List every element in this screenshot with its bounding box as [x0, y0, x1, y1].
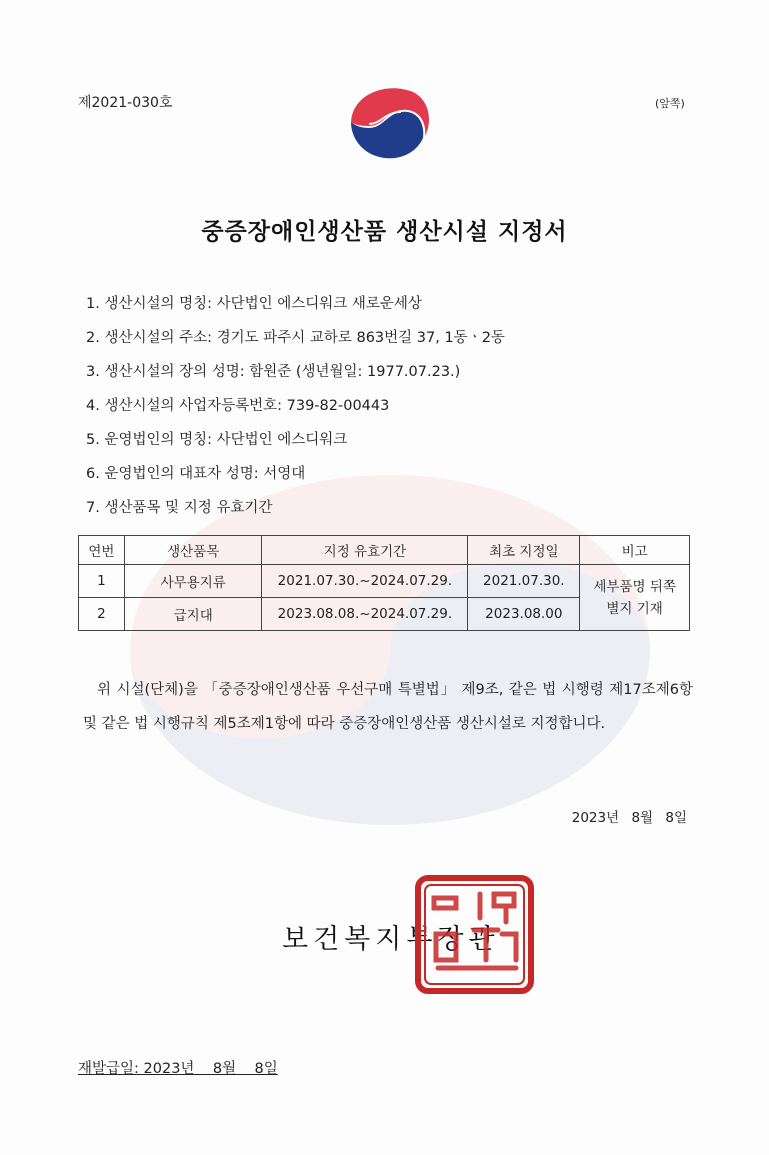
issue-date: 2023년 8월 8일 [571, 810, 687, 826]
row-period: 2021.07.30.~2024.07.29. [262, 565, 468, 598]
header-no: 연번 [79, 536, 125, 565]
taegeuk-watermark-icon [110, 470, 670, 830]
remark-line-2: 별지 기재 [606, 600, 663, 617]
document-title: 중증장애인생산품 생산시설 지정서 [201, 219, 568, 245]
reissue-date: 재발급일: 2023년 8월 8일 [78, 1061, 278, 1077]
business-reg-number: 4. 생산시설의 사업자등록번호: 739-82-00443 [86, 398, 390, 414]
front-side-mark: (앞쪽) [655, 97, 685, 110]
row-first-date: 2023.08.00 [468, 598, 580, 631]
row-product: 급지대 [124, 598, 262, 631]
government-emblem-icon [343, 78, 435, 162]
products-table [78, 535, 690, 631]
row-remark [580, 565, 690, 631]
remark-line-1: 세부품명 뒤쪽 [593, 578, 676, 595]
official-seal-icon [414, 874, 535, 995]
row-no: 1 [79, 565, 125, 598]
row-product: 사무용지류 [124, 565, 262, 598]
issuing-authority: 보건복지부장관 [282, 924, 500, 955]
header-period: 지정 유효기간 [262, 536, 468, 565]
designation-statement: 위 시설(단체)을 「중증장애인생산품 우선구매 특별법」 제9조, 같은 법 시행령 제17조제6항 및 같은 법 시행규칙 제5조제1항에 따라 중증장애인생산품 생산시설로 지정합니다. [83, 682, 693, 732]
representative-name: 6. 운영법인의 대표자 성명: 서영대 [86, 466, 306, 482]
document-number: 제2021-030호 [78, 95, 173, 111]
row-first-date: 2021.07.30. [468, 565, 580, 598]
header-remark: 비고 [580, 536, 690, 565]
facility-name: 1. 생산시설의 명칭: 사단법인 에스디워크 새로운세상 [86, 296, 422, 312]
table-row [79, 565, 690, 598]
operating-corp-name: 5. 운영법인의 명칭: 사단법인 에스디워크 [86, 432, 348, 448]
table-header-row [79, 536, 690, 565]
products-heading: 7. 생산품목 및 지정 유효기간 [86, 500, 273, 516]
facility-address: 2. 생산시설의 주소: 경기도 파주시 교하로 863번길 37, 1동ㆍ2동 [86, 330, 505, 346]
facility-head: 3. 생산시설의 장의 성명: 함원준 (생년월일: 1977.07.23.) [86, 364, 461, 380]
header-product: 생산품목 [124, 536, 262, 565]
row-period: 2023.08.08.~2024.07.29. [262, 598, 468, 631]
header-first-date: 최초 지정일 [468, 536, 580, 565]
row-no: 2 [79, 598, 125, 631]
